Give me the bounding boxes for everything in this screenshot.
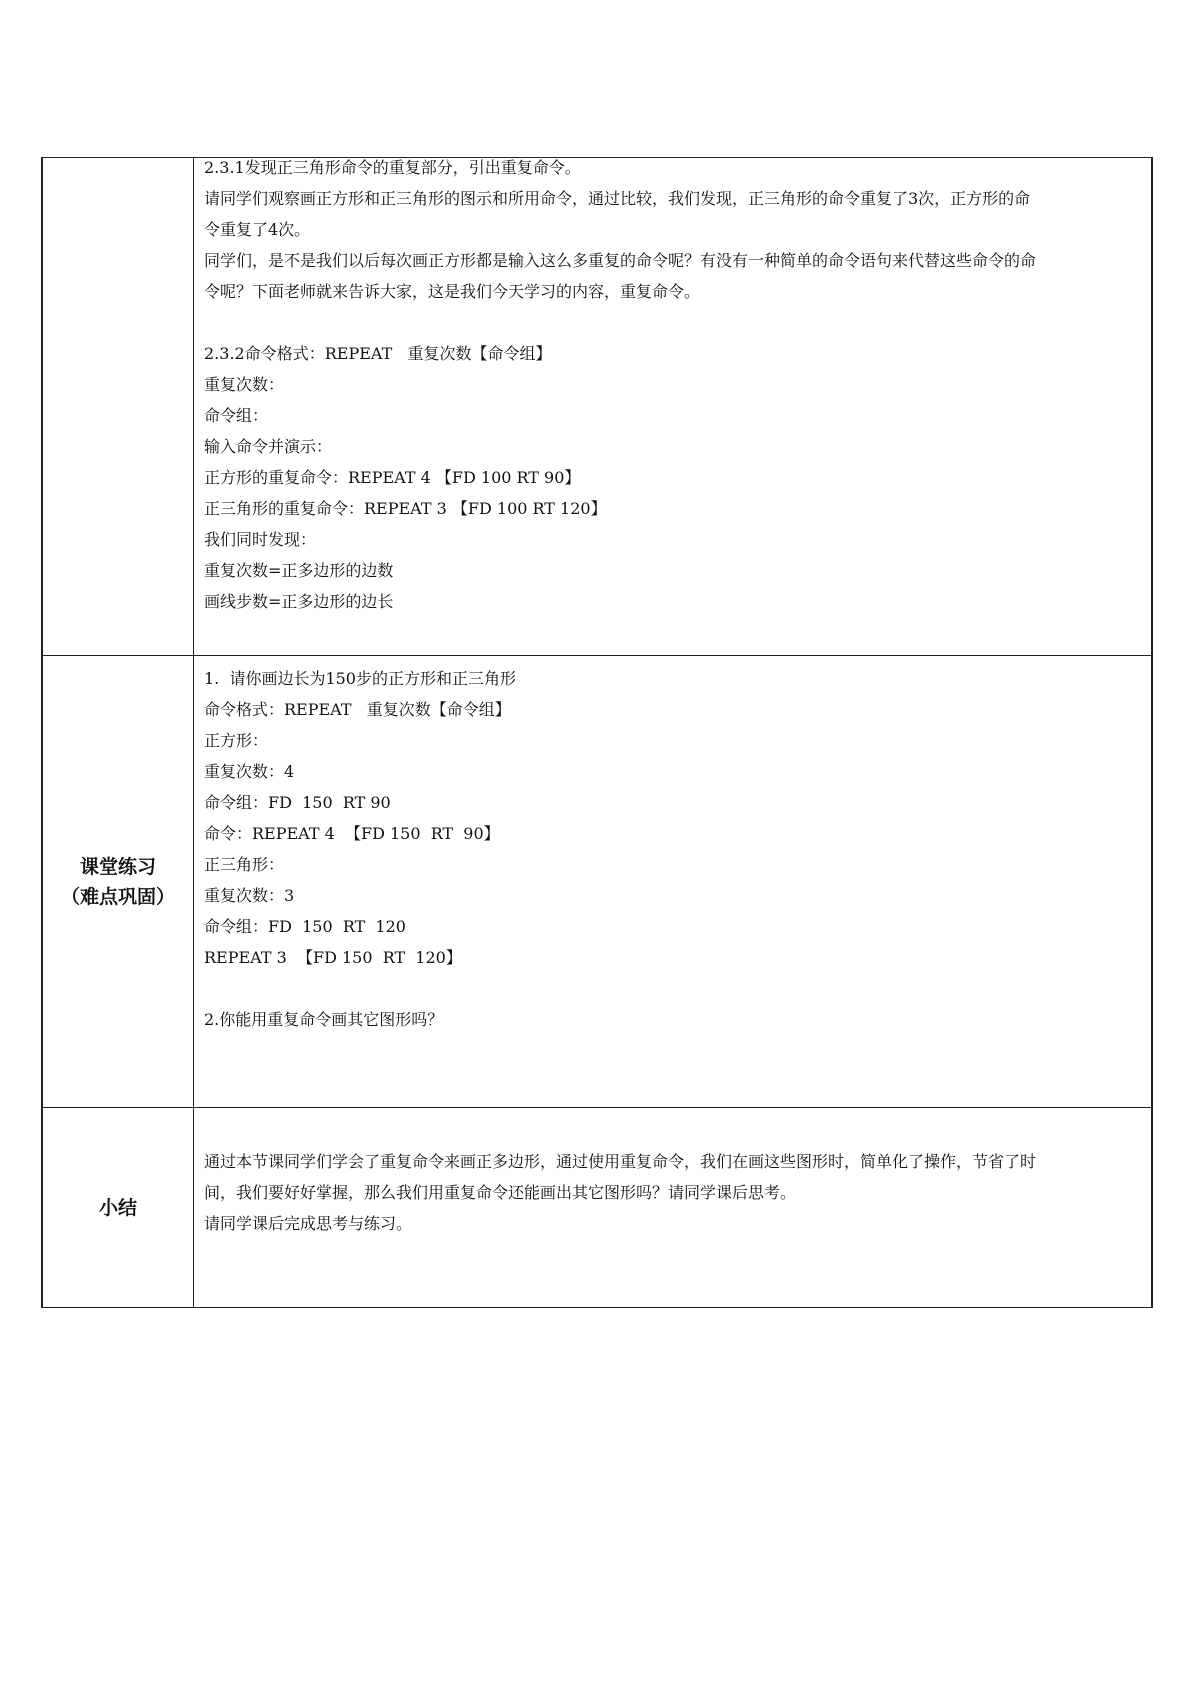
table-row — [42, 158, 1152, 656]
text-line: 2.3.2命令格式：REPEAT 重复次数【命令组】 — [204, 344, 552, 363]
text-line: 1. 请你画边长为150步的正方形和正三角形 — [204, 669, 516, 688]
text-line: 请同学们观察画正方形和正三角形的图示和所用命令，通过比较，我们发现，正三角形的命令重复了3次，正方形的命 — [204, 189, 1031, 208]
text-line: 通过本节课同学们学会了重复命令来画正多边形，通过使用重复命令，我们在画这些图形时，简单化了操作，节省了时 — [204, 1152, 1037, 1171]
table-row — [42, 1108, 1152, 1308]
text-line: 重复次数： — [204, 375, 285, 394]
row-label-line: 小结 — [98, 1196, 137, 1219]
text-line: 命令组：FD 150 RT 90 — [204, 793, 391, 812]
row-content-cell — [194, 158, 1153, 656]
text-line: 正三角形： — [204, 855, 285, 874]
text-line: 令重复了4次。 — [204, 220, 311, 239]
text-line: REPEAT 3 【FD 150 RT 120】 — [204, 948, 462, 967]
text-line: 命令：REPEAT 4 【FD 150 RT 90】 — [204, 824, 500, 843]
text-line: 画线步数=正多边形的边长 — [204, 592, 394, 611]
row-label-line: 课堂练习 — [79, 855, 156, 878]
text-line: 令呢？下面老师就来告诉大家，这是我们今天学习的内容，重复命令。 — [204, 282, 701, 301]
lesson-plan-table — [41, 157, 1153, 1308]
text-line: 间，我们要好好掌握，那么我们用重复命令还能画出其它图形吗？请同学课后思考。 — [204, 1183, 797, 1202]
table-row — [42, 656, 1152, 1108]
text-line: 同学们，是不是我们以后每次画正方形都是输入这么多重复的命令呢？有没有一种简单的命令语句来代替这些命令的命 — [204, 251, 1037, 270]
row-label-cell — [42, 1108, 194, 1308]
blank-line — [204, 973, 1141, 1004]
text-line: 输入命令并演示： — [204, 437, 333, 456]
text-line: 重复次数：4 — [204, 762, 295, 781]
text-line: 请同学课后完成思考与练习。 — [204, 1214, 413, 1233]
blank-line — [204, 307, 1141, 338]
row-content-cell — [194, 1108, 1153, 1308]
text-line: 命令格式：REPEAT 重复次数【命令组】 — [204, 700, 511, 719]
text-line: 命令组： — [204, 406, 269, 425]
text-line: 重复次数=正多边形的边数 — [204, 561, 394, 580]
text-line: 正方形： — [204, 731, 269, 750]
text-line: 重复次数：3 — [204, 886, 295, 905]
text-line: 正方形的重复命令：REPEAT 4 【FD 100 RT 90】 — [204, 468, 581, 487]
text-line: 2.你能用重复命令画其它图形吗？ — [204, 1010, 444, 1029]
row-label-cell — [42, 656, 194, 1108]
text-line: 我们同时发现： — [204, 530, 317, 549]
row-label-line: （难点巩固） — [60, 885, 175, 908]
row-content-cell — [194, 656, 1153, 1108]
text-line: 命令组：FD 150 RT 120 — [204, 917, 406, 936]
text-line: 正三角形的重复命令：REPEAT 3 【FD 100 RT 120】 — [204, 499, 607, 518]
text-line: 2.3.1发现正三角形命令的重复部分，引出重复命令。 — [204, 158, 581, 177]
row-label-cell — [42, 158, 194, 656]
